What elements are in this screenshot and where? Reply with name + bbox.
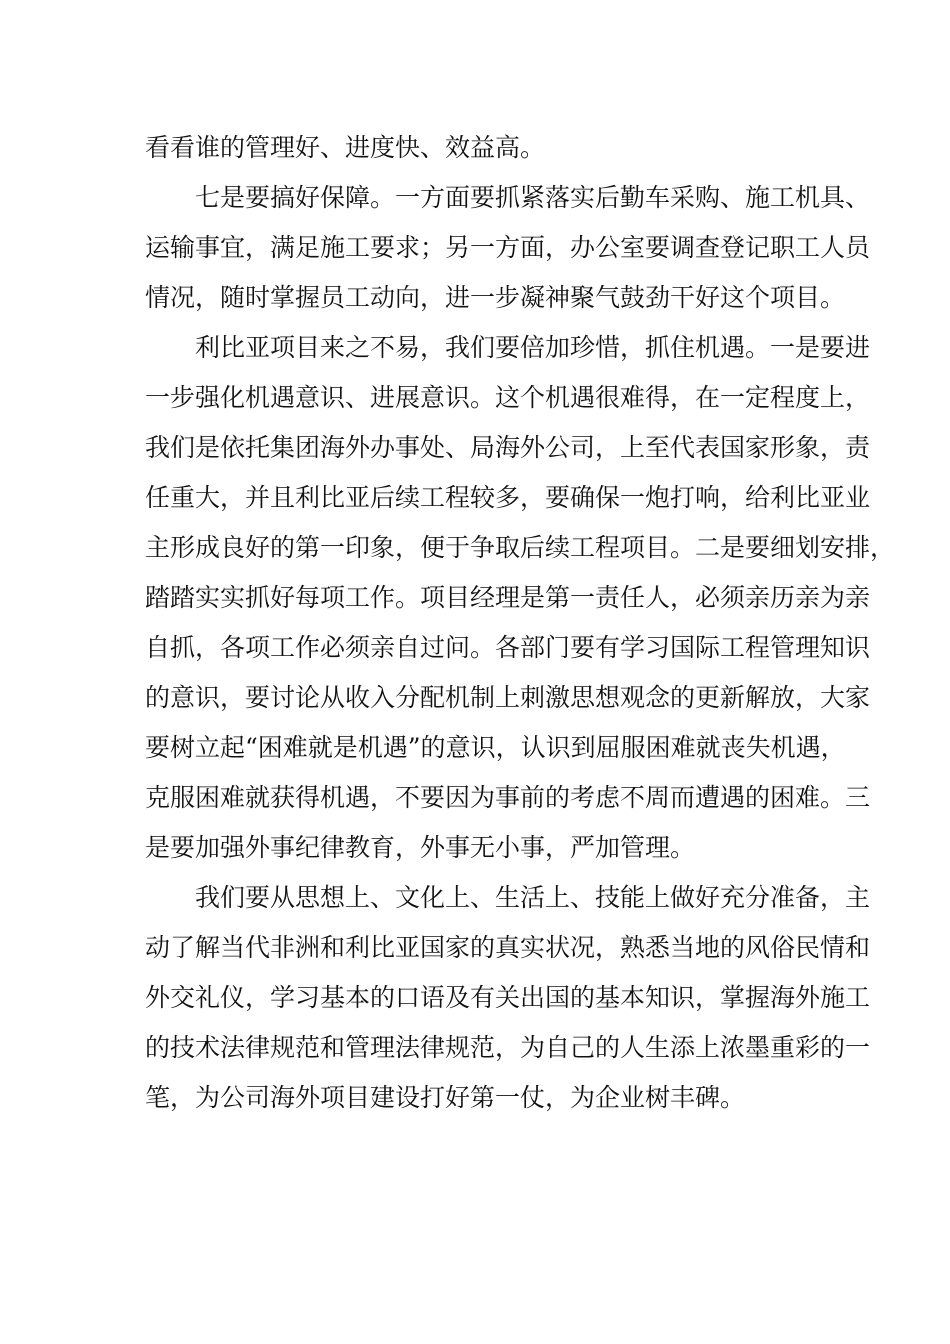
text-line-2: 七是要搞好保障。一方面要抓紧落实后勤车采购、施工机具、: [195, 183, 871, 212]
text-line-1: 看看谁的管理好、进度快、效益高。: [145, 133, 546, 162]
text-line-4: 情况，随时掌握员工动向，进一步凝神聚气鼓劲干好这个项目。: [145, 283, 846, 312]
text-line-12: 的意识，要讨论从收入分配机制上刺激思想观念的更新解放，大家: [145, 683, 871, 712]
text-line-15: 是要加强外事纪律教育，外事无小事，严加管理。: [145, 833, 696, 862]
text-line-8: 任重大，并且利比亚后续工程较多，要确保一炮打响，给利比亚业: [145, 483, 871, 512]
text-line-16: 我们要从思想上、文化上、生活上、技能上做好充分准备，主: [195, 883, 871, 912]
text-line-7: 我们是依托集团海外办事处、局海外公司，上至代表国家形象，责: [145, 433, 871, 462]
text-line-9: 主形成良好的第一印象，便于争取后续工程项目。二是要细划安排，: [145, 533, 896, 562]
text-line-14: 克服困难就获得机遇，不要因为事前的考虑不周而遭遇的困难。三: [145, 783, 871, 812]
text-line-17: 动了解当代非洲和利比亚国家的真实状况，熟悉当地的风俗民情和: [145, 933, 871, 962]
text-line-10: 踏踏实实抓好每项工作。项目经理是第一责任人，必须亲历亲为亲: [145, 583, 871, 612]
text-line-3: 运输事宜，满足施工要求；另一方面，办公室要调查登记职工人员: [145, 233, 871, 262]
text-line-6: 一步强化机遇意识、进展意识。这个机遇很难得，在一定程度上，: [145, 383, 871, 412]
text-line-19: 的技术法律规范和管理法律规范，为自己的人生添上浓墨重彩的一: [145, 1033, 871, 1062]
text-line-20: 笔，为公司海外项目建设打好第一仗，为企业树丰碑。: [145, 1083, 746, 1112]
text-line-5: 利比亚项目来之不易，我们要倍加珍惜，抓住机遇。一是要进: [195, 333, 871, 362]
text-line-11: 自抓，各项工作必须亲自过问。各部门要有学习国际工程管理知识: [145, 633, 871, 662]
text-line-18: 外交礼仪，学习基本的口语及有关出国的基本知识，掌握海外施工: [145, 983, 871, 1012]
text-line-13: 要树立起“困难就是机遇”的意识，认识到屈服困难就丧失机遇，: [145, 733, 846, 762]
